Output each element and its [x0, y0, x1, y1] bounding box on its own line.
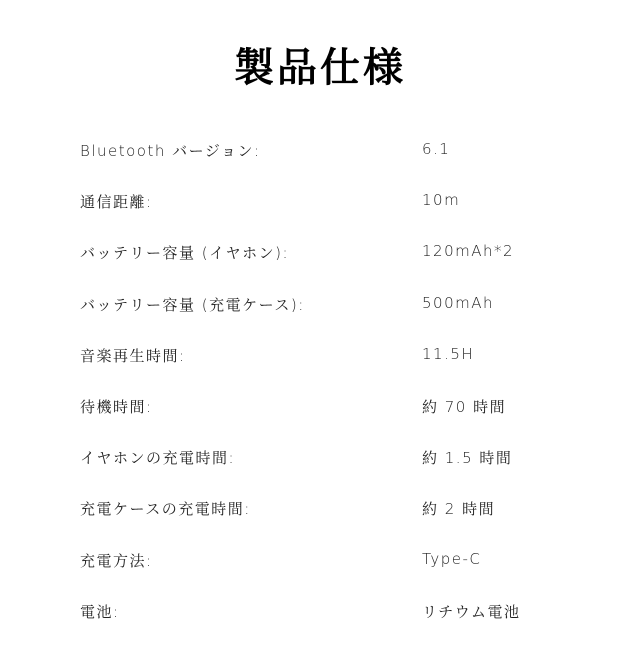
spec-label: Bluetooth バージョン: — [80, 142, 261, 160]
spec-row-playback-time — [0, 345, 640, 396]
spec-row-charging-method — [0, 550, 640, 601]
spec-value: Type-C — [422, 549, 482, 568]
spec-row-battery-type — [0, 601, 640, 652]
spec-label: バッテリー容量 (イヤホン): — [80, 244, 290, 263]
spec-row-range — [0, 191, 640, 242]
spec-value: 10m — [422, 191, 461, 210]
spec-label: バッテリー容量 (充電ケース): — [80, 295, 305, 314]
spec-value: 11.5H — [422, 344, 475, 363]
spec-label: 音楽再生時間: — [80, 346, 186, 365]
spec-label: 充電ケースの充電時間: — [80, 500, 251, 519]
spec-label: 充電方法: — [80, 551, 153, 570]
spec-label: 通信距離: — [80, 193, 153, 212]
spec-value: 約 70 時間 — [422, 397, 507, 416]
spec-row-standby-time — [0, 396, 640, 447]
spec-label: 電池: — [80, 602, 120, 621]
spec-list — [0, 140, 640, 652]
spec-value: 約 2 時間 — [422, 500, 496, 519]
spec-value: 120mAh*2 — [422, 242, 515, 261]
spec-row-earbud-charge-time — [0, 447, 640, 498]
spec-value: 500mAh — [422, 293, 495, 312]
spec-label: イヤホンの充電時間: — [80, 449, 236, 468]
page-title: 製品仕様 — [234, 45, 406, 91]
spec-row-earbud-battery — [0, 242, 640, 293]
spec-value: 約 1.5 時間 — [422, 449, 513, 468]
spec-value: リチウム電池 — [422, 602, 521, 621]
spec-row-bluetooth-version — [0, 140, 640, 191]
spec-row-case-battery — [0, 294, 640, 345]
spec-value: 6.1 — [422, 140, 451, 158]
spec-label: 待機時間: — [80, 397, 153, 416]
spec-row-case-charge-time — [0, 498, 640, 549]
